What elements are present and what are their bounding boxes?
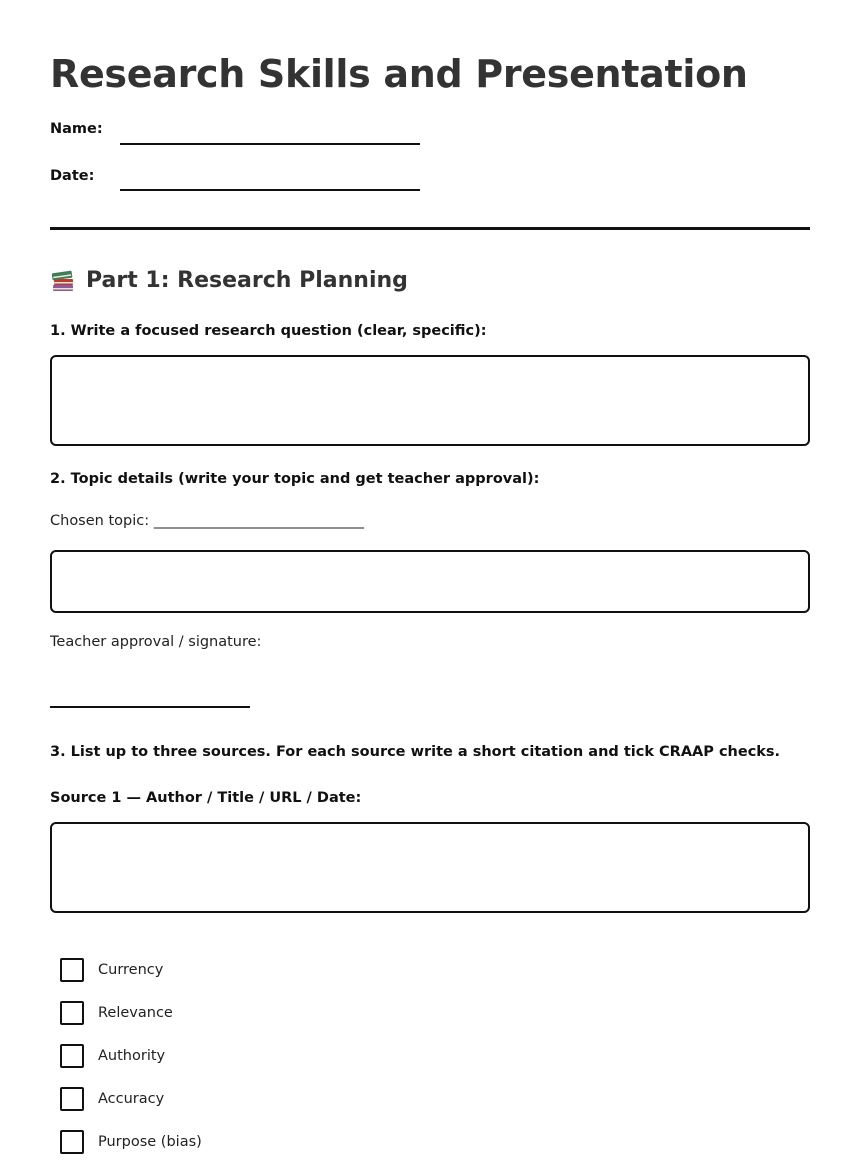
- check-label: Purpose (bias): [98, 1134, 202, 1150]
- teacher-approval-label: Teacher approval / signature:: [50, 634, 262, 650]
- name-field[interactable]: [120, 143, 420, 145]
- research-question-input[interactable]: [50, 355, 810, 446]
- craap-check-accuracy[interactable]: [60, 1087, 164, 1111]
- page-title: Research Skills and Presentation: [50, 52, 748, 96]
- part1-heading: [50, 266, 408, 296]
- craap-check-purpose[interactable]: [60, 1130, 202, 1154]
- checkbox[interactable]: [60, 958, 84, 982]
- chosen-topic-field[interactable]: Chosen topic: _____________________________: [50, 513, 364, 529]
- craap-check-relevance[interactable]: [60, 1001, 173, 1025]
- checkbox[interactable]: [60, 1001, 84, 1025]
- checkbox[interactable]: [60, 1130, 84, 1154]
- source-1-input[interactable]: [50, 822, 810, 913]
- check-label: Accuracy: [98, 1091, 165, 1107]
- source-1-label: Source 1 — Author / Title / URL / Date:: [50, 790, 362, 806]
- check-label: Currency: [98, 962, 164, 978]
- question-1-label: 1. Write a focused research question (clear, specific):: [50, 323, 487, 339]
- worksheet-page: [50, 0, 810, 1161]
- check-label: Relevance: [98, 1005, 173, 1021]
- topic-details-input[interactable]: [50, 550, 810, 613]
- date-field[interactable]: [120, 189, 420, 191]
- checkbox[interactable]: [60, 1087, 84, 1111]
- date-label: Date:: [50, 168, 95, 184]
- section-divider: [50, 227, 810, 230]
- name-label: Name:: [50, 121, 103, 137]
- checkbox[interactable]: [60, 1044, 84, 1068]
- question-3-label: 3. List up to three sources. For each source write a short citation and tick CRAAP checks.: [50, 744, 781, 760]
- part1-heading-text: Part 1: Research Planning: [86, 268, 408, 293]
- books-icon: [50, 267, 76, 293]
- craap-check-currency[interactable]: [60, 958, 163, 982]
- craap-check-authority[interactable]: [60, 1044, 165, 1068]
- teacher-signature-field[interactable]: [50, 706, 250, 708]
- check-label: Authority: [98, 1048, 166, 1064]
- question-2-label: 2. Topic details (write your topic and get teacher approval):: [50, 471, 540, 487]
